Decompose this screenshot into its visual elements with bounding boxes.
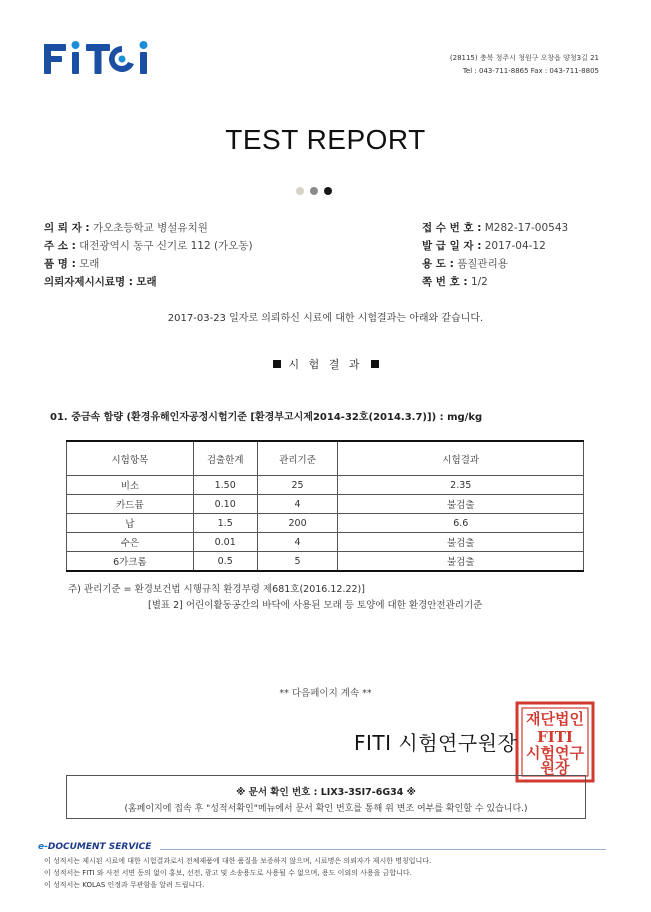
address-line: (28115) 충북 청주시 청원구 오창읍 양청3길 21 xyxy=(449,54,599,62)
dot-dark xyxy=(324,187,332,195)
receipt-no-label: 접 수 번 호 : xyxy=(422,222,482,234)
column-header: 검출한계 xyxy=(193,441,257,476)
document-confirm-box xyxy=(66,775,586,819)
page-no-row xyxy=(422,274,488,289)
edocument-service-logo xyxy=(38,842,151,852)
table-cell: 0.01 xyxy=(193,533,257,552)
svg-text:재단법인: 재단법인 xyxy=(526,710,584,728)
table-cell: 카드뮴 xyxy=(67,495,194,514)
section-title xyxy=(0,356,651,372)
table-cell: 수은 xyxy=(67,533,194,552)
table-cell: 6.6 xyxy=(338,514,584,533)
column-header: 관리기준 xyxy=(257,441,338,476)
fiti-logo xyxy=(42,34,152,78)
page-no-label: 쪽 번 호 : xyxy=(422,276,468,288)
footer-disclaimer: 이 성적서는 FITI 와 사전 서면 동의 없이 홍보, 선전, 광고 및 소송용도로 사용될 수 없으며, 용도 이외의 사용을 금합니다. xyxy=(44,869,412,877)
page-no-value: 1/2 xyxy=(470,276,488,288)
svg-text:시험연구: 시험연구 xyxy=(526,744,584,762)
results-table xyxy=(66,440,584,572)
receipt-no-row xyxy=(422,220,568,235)
table-cell: 5 xyxy=(257,552,338,572)
issue-date-label: 발 급 일 자 : xyxy=(422,240,482,252)
dot-light xyxy=(296,187,304,195)
decorative-dots xyxy=(296,180,338,199)
column-header: 시험항목 xyxy=(67,441,194,476)
intro-text: 2017-03-23 일자로 의뢰하신 시료에 대한 시험결과는 아래와 같습니다. xyxy=(167,313,484,324)
client-row xyxy=(44,220,208,235)
table-row xyxy=(67,495,584,514)
square-bullet-icon xyxy=(273,360,281,368)
edoc-prefix: e- xyxy=(38,842,48,852)
table-cell: 2.35 xyxy=(338,476,584,495)
contact-line: Tel : 043-711-8865 Fax : 043-711-8805 xyxy=(462,67,599,75)
table-cell: 0.5 xyxy=(193,552,257,572)
address-value: 대전광역시 동구 신기로 112 (가오동) xyxy=(79,240,253,252)
issue-date-value: 2017-04-12 xyxy=(484,240,546,252)
logo-text: FITI xyxy=(42,34,44,35)
product-row xyxy=(44,256,99,271)
table-cell: 불검출 xyxy=(338,495,584,514)
table-cell: 4 xyxy=(257,495,338,514)
product-label: 품 명 : xyxy=(44,258,76,270)
director-name: FITI 시험연구원장 xyxy=(354,731,518,755)
table-cell: 4 xyxy=(257,533,338,552)
column-header: 시험결과 xyxy=(338,441,584,476)
company-address xyxy=(450,52,599,78)
purpose-label: 용 도 : xyxy=(422,258,454,270)
table-cell: 비소 xyxy=(67,476,194,495)
table-cell: 25 xyxy=(257,476,338,495)
square-bullet-icon xyxy=(371,360,379,368)
continued-note: ** 다음페이지 계속 ** xyxy=(279,688,372,699)
standard-note: 주) 관리기준 = 환경보건법 시행규칙 환경부령 제681호(2016.12.22)] xyxy=(68,584,365,595)
footer-divider xyxy=(160,849,606,850)
client-label: 의 뢰 자 : xyxy=(44,222,90,234)
edoc-text: DOCUMENT SERVICE xyxy=(47,842,152,852)
product-value: 모래 xyxy=(79,258,100,270)
address-label: 주 소 : xyxy=(44,240,76,252)
table-cell: 납 xyxy=(67,514,194,533)
table-cell: 불검출 xyxy=(338,552,584,572)
table-row xyxy=(67,533,584,552)
table-cell: 6가크롬 xyxy=(67,552,194,572)
report-title: TEST REPORT xyxy=(225,124,426,155)
table-cell: 0.10 xyxy=(193,495,257,514)
sample-label: 의뢰자제시시료명 : xyxy=(44,276,133,288)
svg-text:FITI: FITI xyxy=(537,728,573,746)
sample-row xyxy=(44,274,157,289)
table-row xyxy=(67,552,584,572)
footer-disclaimer: 이 성적서는 제시된 시료에 대한 시험결과로서 전체제품에 대한 품질을 보증하지 않으며, 시료명은 의뢰자가 제시한 명칭입니다. xyxy=(44,857,432,865)
sample-value: 모래 xyxy=(136,276,157,288)
document-confirm-instructions: (홈페이지에 접속 후 "성적서확인"메뉴에서 문서 확인 번호를 통해 위 변조 여부를 확인할 수 있습니다.) xyxy=(124,804,528,814)
purpose-row xyxy=(422,256,508,271)
issue-date-row xyxy=(422,238,546,253)
table-row xyxy=(67,476,584,495)
client-value: 가오초등학교 병설유치원 xyxy=(92,222,208,234)
table-row xyxy=(67,514,584,533)
table-cell: 불검출 xyxy=(338,533,584,552)
footer-disclaimer: 이 성적서는 KOLAS 인정과 무관함을 알려 드립니다. xyxy=(44,881,205,889)
document-confirm-number: ※ 문서 확인 번호 : LIX3-3SI7-6G34 ※ xyxy=(236,787,416,798)
receipt-no-value: M282-17-00543 xyxy=(484,222,569,234)
test-heading: 01. 중금속 함량 (환경유해인자공정시험기준 [환경부고시제2014-32호(2014.3.7)]) : mg/kg xyxy=(50,412,483,423)
table-cell: 1.50 xyxy=(193,476,257,495)
table-header-row xyxy=(67,441,584,476)
address-row xyxy=(44,238,253,253)
table-cell: 1.5 xyxy=(193,514,257,533)
svg-text:원장: 원장 xyxy=(540,759,570,777)
table-cell: 200 xyxy=(257,514,338,533)
standard-note-detail: [별표 2] 어린이활동공간의 바닥에 사용된 모래 등 토양에 대한 환경안전관리기준 xyxy=(148,600,483,611)
official-seal-stamp xyxy=(514,700,596,784)
dot-mid xyxy=(310,187,318,195)
section-title-text: 시 험 결 과 xyxy=(288,358,363,371)
purpose-value: 품질관리용 xyxy=(457,258,508,270)
